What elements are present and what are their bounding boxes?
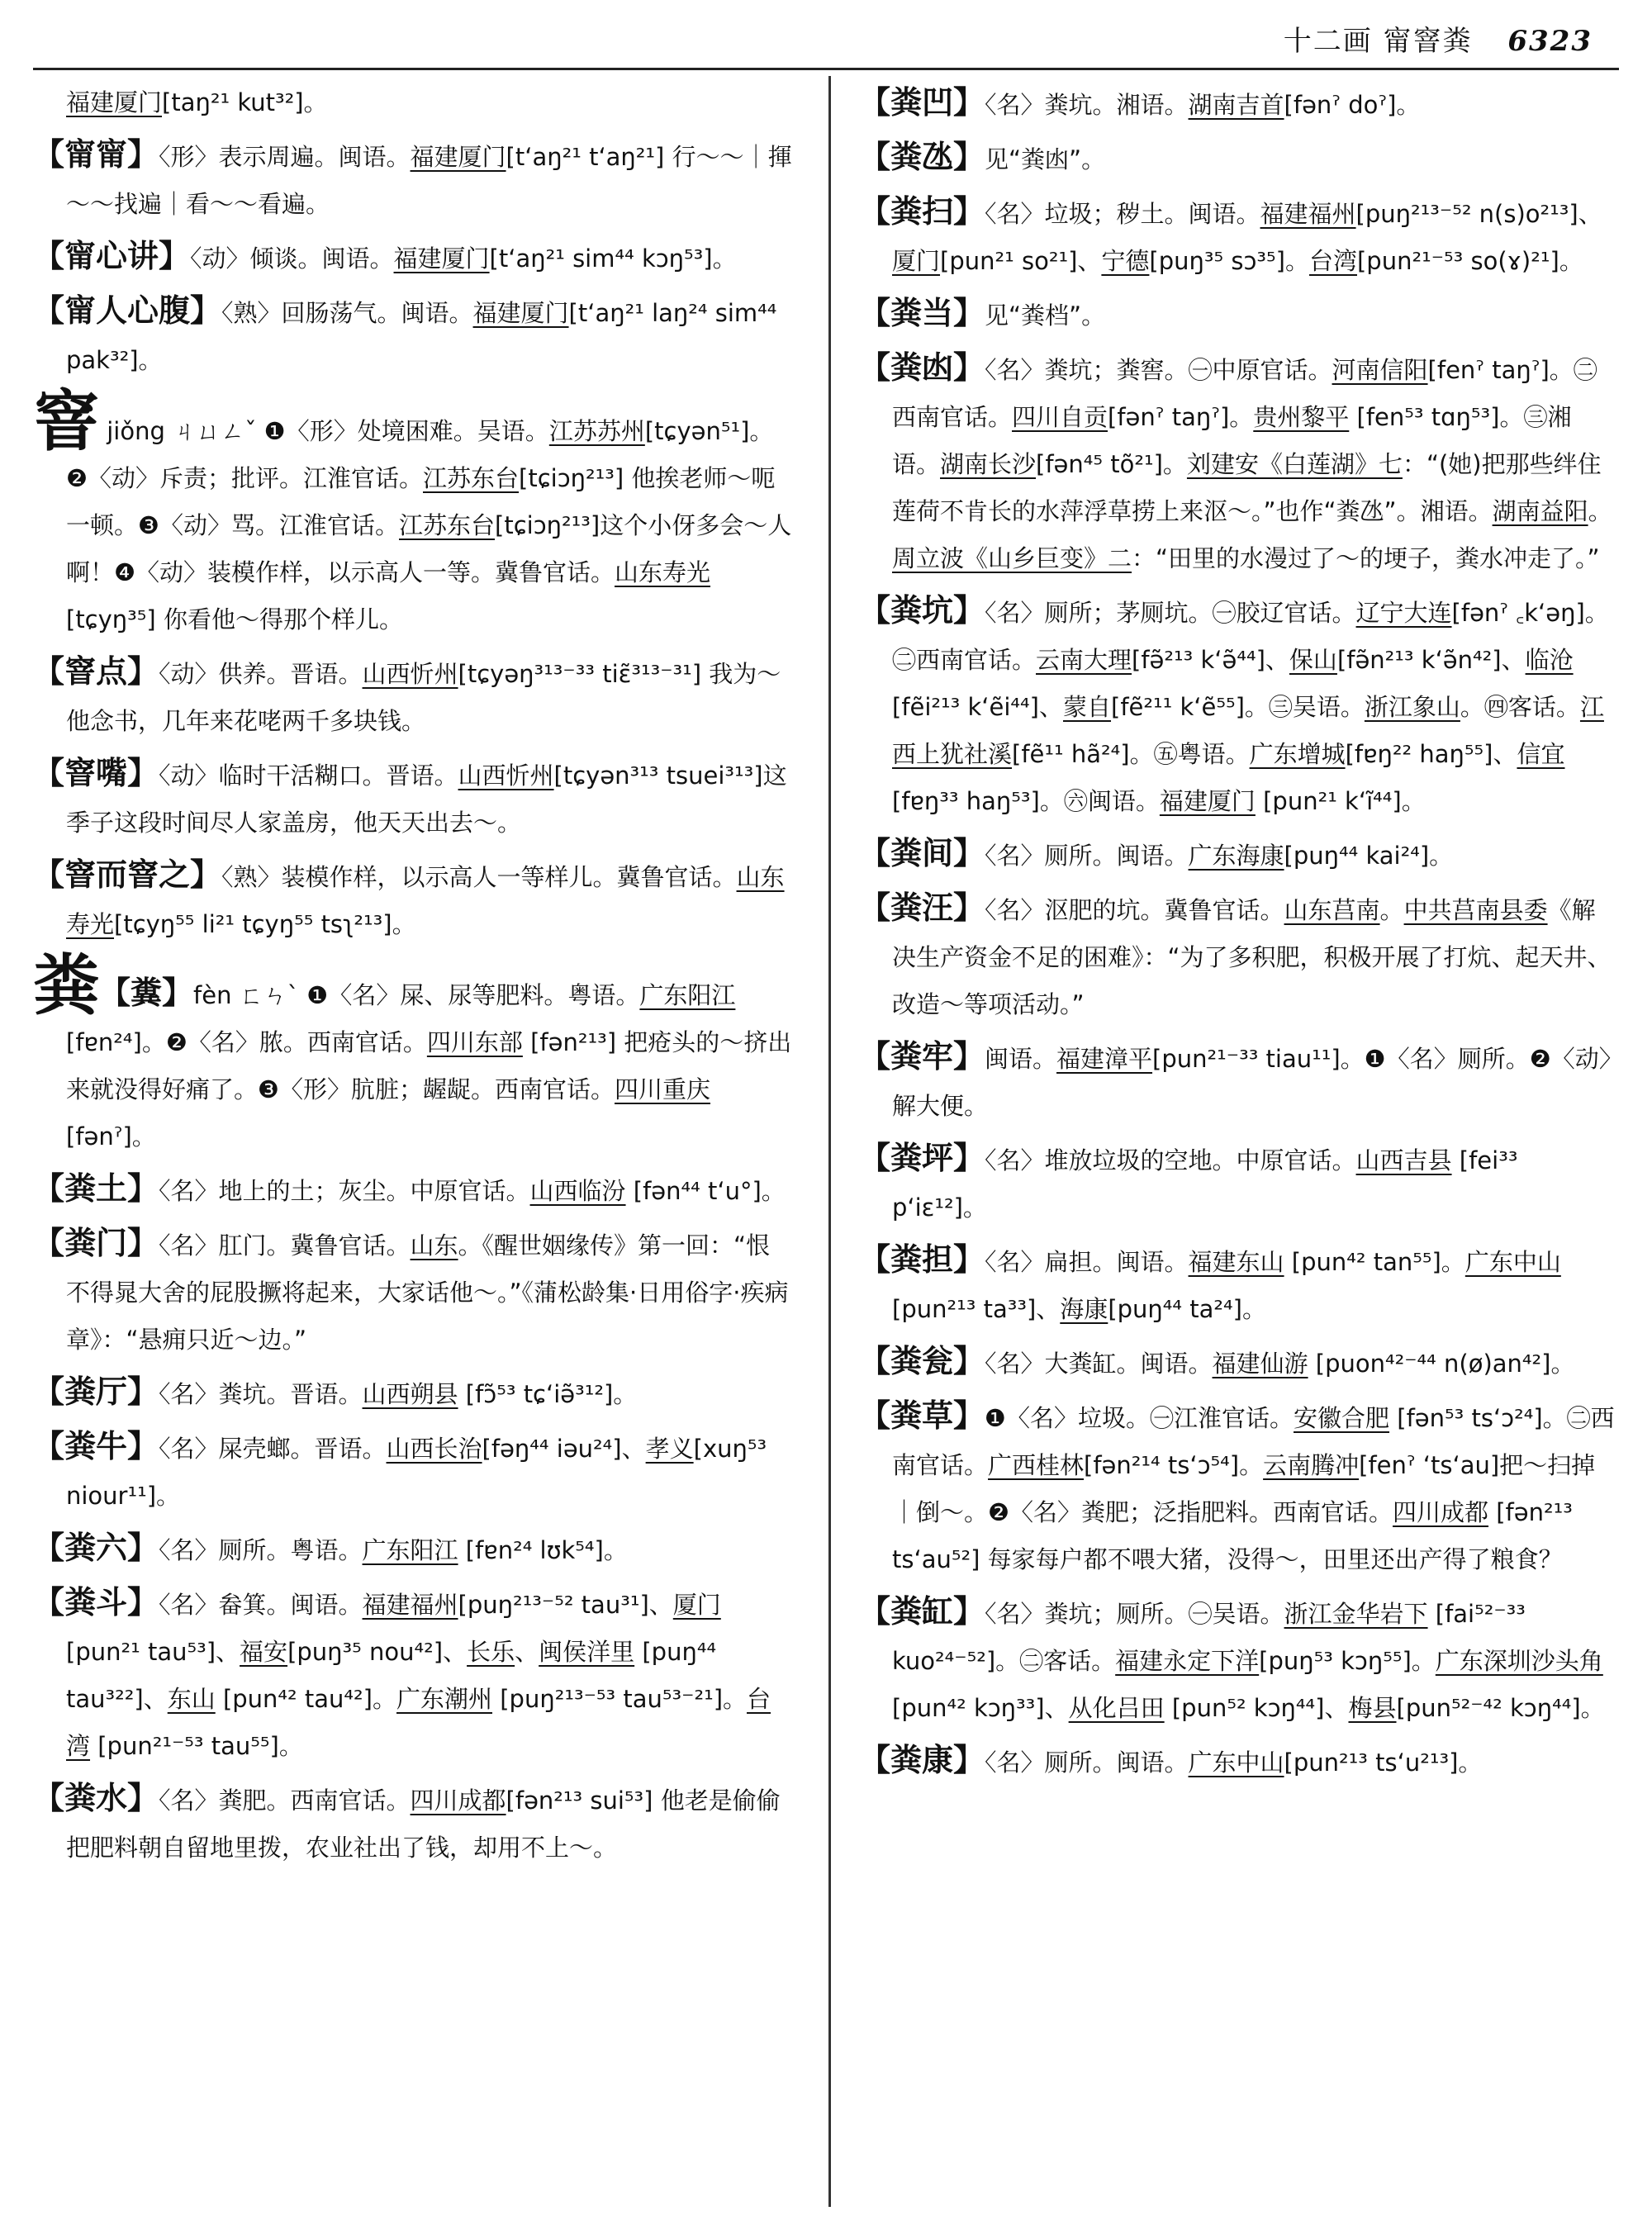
entry-text: 〈名〉堆放垃圾的空地。中原官话。 <box>985 1146 1356 1174</box>
place-name: 福建永定下洋 <box>1115 1647 1260 1675</box>
entry-text: [tʻaŋ²¹ sim⁴⁴ kɔŋ⁵³]。 <box>489 244 737 273</box>
place-name: 孝义 <box>645 1435 694 1463</box>
header-rule <box>33 68 1619 70</box>
place-name: 湖南益阳 <box>1492 497 1588 525</box>
place-name: 山西朔县 <box>362 1380 458 1408</box>
entry-text: jiǒng ㄐㄩㄥˇ ❶〈形〉处境困难。吴语。 <box>99 417 549 445</box>
place-name: 福建厦门 <box>393 244 490 273</box>
entry-text: 〈名〉粪肥。西南官话。 <box>159 1786 411 1815</box>
entry-text: 〈熟〉装模作样，以示高人一等样儿。冀鲁官话。 <box>221 863 737 891</box>
entry-text: [fɐŋ²² haŋ⁵⁵]、 <box>1345 740 1517 768</box>
entry-headword: 【窨嘴】 <box>33 755 159 791</box>
entry-text: [pun²¹³ tsʻu²¹³]。 <box>1284 1748 1483 1777</box>
entry-text: 〈动〉临时干活糊口。晋语。 <box>159 762 458 790</box>
entry-text: [fən²¹³] 把疮头的～挤出来就没得好痛了。❸〈形〉肮脏；龌龊。西南官话。 <box>66 1028 792 1103</box>
place-name: 山西吉县 <box>1355 1146 1452 1174</box>
entry-text: [tɕyəŋ³¹³⁻³³ tiɛ̃³¹³⁻³¹] 我为～他念书，几年来花咾两千多块钱。 <box>66 660 781 735</box>
place-name: 广东中山 <box>1464 1248 1561 1276</box>
place-name: 山东莒南 <box>1284 896 1380 924</box>
place-name: 安徽合肥 <box>1294 1404 1390 1432</box>
entry-text: 〈形〉表示周遍。闽语。 <box>159 143 411 171</box>
entry-text: [fei³³ pʻiɛ¹²]。 <box>892 1146 1518 1222</box>
entry-text: [fən²¹³ tsʻau⁵²] 每家每户都不喂大猪，没得～，田里还出产得了粮食？ <box>892 1498 1573 1573</box>
place-name: 江西上犹社溪 <box>892 693 1604 768</box>
section-title: 十二画 甯窨粪 <box>1283 25 1473 58</box>
place-name: 周立波《山乡巨变》二 <box>892 544 1132 572</box>
entry-text: [fən⁴⁴ tʻu°]。 <box>625 1177 786 1205</box>
dictionary-entry <box>33 947 793 1160</box>
place-name: 广东海康 <box>1188 842 1284 870</box>
place-name: 厦门 <box>672 1591 721 1619</box>
entry-text: [pun⁴² kɔŋ³³]、 <box>892 1694 1069 1722</box>
entry-text: [fə̃²¹³ kʻə̃⁴⁴]、 <box>1132 646 1289 674</box>
entry-text: 、 <box>515 1638 539 1666</box>
entry-text: 〈名〉畚箕。闽语。 <box>159 1591 363 1619</box>
entry-text: 〈名〉厕所；茅厕坑。㊀胶辽官话。 <box>985 599 1356 627</box>
entry-text: [fai⁵²⁻³³ kuo²⁴⁻⁵²]。㊁客话。 <box>892 1600 1526 1675</box>
entry-text: [puŋ⁴⁴ tau³²²]、 <box>66 1638 717 1713</box>
place-name: 长乐 <box>467 1638 515 1666</box>
place-name: 中共莒南县委 <box>1403 896 1548 924</box>
entry-text: ❶〈名〉垃圾。㊀江淮官话。 <box>985 1404 1294 1432</box>
place-name: 四川成都 <box>410 1786 506 1815</box>
entry-text: [fən²¹³ sui⁵³] 他老是偷偷把肥料朝自留地里拨，农业社出了钱，却用不上～。 <box>66 1786 781 1862</box>
place-name: 蒙自 <box>1063 693 1112 721</box>
entry-headword: 粪 <box>33 947 99 1024</box>
dictionary-entry <box>859 1338 1619 1388</box>
place-name: 从化吕田 <box>1068 1694 1165 1722</box>
place-name: 贵州黎平 <box>1253 403 1350 431</box>
place-name: 湖南吉首 <box>1188 91 1284 119</box>
entry-text: [fẽi²¹³ kʻẽi⁴⁴]、 <box>892 693 1063 721</box>
dictionary-entry <box>33 1525 793 1574</box>
place-name: 福建厦门 <box>410 143 506 171</box>
entry-text: [puŋ²¹³⁻⁵² n(s)o²¹³]、 <box>1355 200 1602 228</box>
entry-text: 〈动〉供养。晋语。 <box>159 660 363 688</box>
dictionary-entry <box>859 1135 1619 1231</box>
dictionary-entry <box>859 1393 1619 1583</box>
entry-text: [pun²¹⁻³³ tiau¹¹]。❶〈名〉厕所。❷〈动〉解大便。 <box>892 1045 1612 1120</box>
place-name: 江苏苏州 <box>548 417 645 445</box>
dictionary-entry <box>859 1737 1619 1786</box>
dictionary-entry <box>859 1033 1619 1130</box>
place-name: 福建福州 <box>362 1591 458 1619</box>
entry-headword: 【粪六】 <box>33 1530 159 1566</box>
entry-text: [fən²¹⁴ tsʻɔ⁵⁴]。 <box>1084 1451 1264 1479</box>
entry-headword: 【粪康】 <box>859 1742 985 1778</box>
entry-text: ：“(她)把那些绊住莲荷不肯长的水萍浮草捞上来沤～。”也作“粪氹”。湘语。 <box>892 450 1602 525</box>
place-name: 山西忻州 <box>362 660 458 688</box>
place-name: 海康 <box>1060 1295 1108 1323</box>
entry-text: [fənˀ doˀ]。 <box>1284 91 1421 119</box>
entry-headword: 【粪氹】 <box>859 139 985 175</box>
entry-text: [pun²¹⁻⁵³ tau⁵⁵]。 <box>90 1732 303 1760</box>
entry-text: 闽语。 <box>985 1045 1057 1073</box>
entry-text: 〈名〉肛门。冀鲁官话。 <box>159 1231 411 1260</box>
entry-headword: 【粪牛】 <box>33 1428 159 1464</box>
entry-text: [pun²¹ tau⁵³]、 <box>66 1638 240 1666</box>
entry-text: 〈名〉屎壳螂。晋语。 <box>159 1435 387 1463</box>
entry-text: 〈名〉垃圾；秽土。闽语。 <box>985 200 1260 228</box>
entry-text: [tɕyən⁵¹]。❷〈动〉斥责；批评。江淮官话。 <box>66 417 774 492</box>
entry-text: [fəŋ⁴⁴ iəu²⁴]、 <box>482 1435 646 1463</box>
entry-headword: 【粪间】 <box>859 835 985 871</box>
entry-text: [puŋ²¹³⁻⁵³ tau⁵³⁻²¹]。 <box>492 1685 748 1713</box>
entry-headword: 【粪凹】 <box>859 84 985 121</box>
entry-text: [fẽ¹¹ hã²⁴]。㊄粤语。 <box>1012 740 1250 768</box>
entry-headword: 窨 <box>33 383 99 460</box>
entry-text: [tʻaŋ²¹ laŋ²⁴ sim⁴⁴ pak³²]。 <box>66 299 777 374</box>
entry-headword: 【粪坪】 <box>859 1140 985 1176</box>
entry-text: 〈名〉粪坑。晋语。 <box>159 1380 363 1408</box>
entry-text: [xuŋ⁵³ niour¹¹]。 <box>66 1435 767 1510</box>
place-name: 闽侯洋里 <box>539 1638 635 1666</box>
dictionary-entry <box>33 1423 793 1520</box>
entry-text: 〈名〉粪坑；厕所。㊀吴语。 <box>985 1600 1284 1628</box>
place-name: 四川自贡 <box>1012 403 1108 431</box>
entry-text: [puŋ³⁵ nou⁴²]、 <box>287 1638 468 1666</box>
place-name: 山东 <box>410 1231 458 1260</box>
place-name: 山西忻州 <box>458 762 554 790</box>
dictionary-entry <box>33 383 793 643</box>
place-name: 东山 <box>167 1685 216 1713</box>
entry-text: [taŋ²¹ kut³²]。 <box>162 88 328 116</box>
entry-text: 。㊃客话。 <box>1460 693 1580 721</box>
place-name: 辽宁大连 <box>1355 599 1452 627</box>
entry-text: [fenˀ ʻtsʻau]把～扫掉｜倒～。❷〈名〉粪肥；泛指肥料。西南官话。 <box>892 1451 1596 1526</box>
entry-headword: 【粪斗】 <box>33 1584 159 1620</box>
place-name: 广东阳江 <box>639 981 736 1009</box>
entry-headword: 【粪草】 <box>859 1397 985 1434</box>
place-name: 厦门 <box>892 247 941 275</box>
place-name: 刘建安《白莲湖》七 <box>1186 450 1403 478</box>
place-name: 浙江象山 <box>1364 693 1460 721</box>
place-name: 浙江金华岩下 <box>1284 1600 1428 1628</box>
dictionary-entry <box>859 290 1619 339</box>
place-name: 广东增城 <box>1249 740 1346 768</box>
place-name: 湖南长沙 <box>940 450 1037 478</box>
dictionary-entry <box>33 1369 793 1418</box>
dictionary-entry <box>859 188 1619 285</box>
entry-headword: 【粪瓮】 <box>859 1343 985 1379</box>
entry-text: [puon⁴²⁻⁴⁴ n(ø)an⁴²]。 <box>1308 1350 1575 1378</box>
dictionary-entry <box>33 1775 793 1872</box>
entry-text: ：“田里的水漫过了～的埂子，粪水冲走了。” <box>1132 544 1600 572</box>
entry-text: 〈名〉厕所。闽语。 <box>985 1748 1189 1777</box>
entry-text: 〈名〉扁担。闽语。 <box>985 1248 1189 1276</box>
dictionary-entry <box>859 830 1619 880</box>
place-name: 河南信阳 <box>1332 356 1428 384</box>
place-name: 福建厦门 <box>66 88 163 116</box>
place-name: 四川成都 <box>1393 1498 1489 1526</box>
entry-text: [pun²¹ kʻĩ⁴⁴]。 <box>1255 787 1426 815</box>
entry-headword: 【甯人心腹】 <box>33 292 222 329</box>
place-name: 广东深圳沙头角 <box>1435 1647 1603 1675</box>
entry-text: 。《醒世姻缘传》第一回：“恨不得晁大舍的屁股撅将起来，大家话他～。”《蒲松龄集·日用俗字·疾病章》：“悬痈只近～边。” <box>66 1231 789 1354</box>
left-column <box>33 79 793 1877</box>
place-name: 江苏东台 <box>399 511 496 539</box>
entry-headword: 【粪汪】 <box>859 890 985 926</box>
entry-headword: 【粪水】 <box>33 1780 159 1816</box>
entry-text: [fənˀ ꜀kʻəŋ]。㊁西南官话。 <box>892 599 1609 674</box>
entry-headword: 【粪凼】 <box>859 349 985 386</box>
place-name: 山东寿光 <box>615 558 711 586</box>
entry-headword: 【窨点】 <box>33 653 159 690</box>
dictionary-entry <box>33 750 793 847</box>
entry-text: [pun⁵²⁻⁴² kɔŋ⁴⁴]。 <box>1396 1694 1605 1722</box>
entry-text: 〈名〉地上的土；灰尘。中原官话。 <box>159 1177 530 1205</box>
entry-text: [pun²¹³ ta³³]、 <box>892 1295 1061 1323</box>
entry-text: [fənˀ]。 <box>66 1122 156 1151</box>
entry-text: [pun⁵² kɔŋ⁴⁴]、 <box>1164 1694 1349 1722</box>
place-name: 台湾 <box>1308 247 1357 275</box>
entry-text: [puŋ⁴⁴ ta²⁴]。 <box>1108 1295 1266 1323</box>
entry-text: 〈熟〉回肠荡气。闽语。 <box>221 299 473 327</box>
entry-text: [pun²¹ so²¹]、 <box>940 247 1102 275</box>
place-name: 山东寿光 <box>66 863 785 938</box>
entry-text: [tɕyŋ³⁵] 你看他～得那个样儿。 <box>66 605 403 633</box>
dictionary-entry <box>33 1220 793 1364</box>
place-name: 台湾 <box>66 1685 771 1760</box>
entry-headword: 【粪厅】 <box>33 1374 159 1410</box>
place-name: 江苏东台 <box>423 464 520 492</box>
entry-headword: 【粪门】 <box>33 1225 159 1261</box>
entry-text: [fən⁵³ tsʻɔ²⁴]。㊁西南官话。 <box>892 1404 1615 1479</box>
entry-text: [fẽ²¹¹ kʻẽ⁵⁵]。㊂吴语。 <box>1111 693 1365 721</box>
entry-headword: 【粪坑】 <box>859 592 985 629</box>
place-name: 四川东部 <box>426 1028 523 1056</box>
place-name: 山西临汾 <box>529 1177 626 1205</box>
entry-text: 。 <box>1379 896 1404 924</box>
place-name: 宁德 <box>1101 247 1150 275</box>
place-name: 广西桂林 <box>988 1451 1085 1479</box>
place-name: 临沧 <box>1525 646 1574 674</box>
entry-text: [puŋ³⁵ sɔ³⁵]。 <box>1149 247 1309 275</box>
entry-headword: 【粪担】 <box>859 1241 985 1278</box>
place-name: 云南大理 <box>1036 646 1132 674</box>
entry-headword: 【粪土】 <box>33 1170 159 1207</box>
dictionary-entry <box>859 1236 1619 1333</box>
entry-text: 《解决生产资金不足的困难》：“为了多积肥，积极开展了打炕、起天井、改造～等项活动。” <box>892 896 1612 1018</box>
entry-text: [fɔ̃⁵³ tɕʻiə̃³¹²]。 <box>458 1380 638 1408</box>
entry-text: [fən⁴⁵ tõ²¹]。 <box>1036 450 1187 478</box>
entry-headword: 【粪当】 <box>859 295 985 331</box>
dictionary-entry <box>859 134 1619 183</box>
entry-text: 〈名〉粪坑。湘语。 <box>985 91 1189 119</box>
entry-text: [pun⁴² tan⁵⁵]。 <box>1284 1248 1465 1276</box>
entry-text: [fenˀ taŋˀ]。㊁西南官话。 <box>892 356 1597 431</box>
dictionary-entry <box>33 1165 793 1215</box>
entry-text: 。 <box>1588 497 1612 525</box>
dictionary-entry <box>859 344 1619 582</box>
entry-headword: 【甯心讲】 <box>33 238 191 274</box>
entry-headword: 【甯甯】 <box>33 136 159 173</box>
entry-text: 〈名〉厕所。闽语。 <box>985 842 1189 870</box>
entry-text: 〈动〉倾谈。闽语。 <box>190 244 394 273</box>
dictionary-entry <box>33 79 793 126</box>
entry-text: 见“粪档”。 <box>985 301 1106 330</box>
place-name: 广东中山 <box>1188 1748 1284 1777</box>
place-name: 保山 <box>1289 646 1337 674</box>
entry-headword: 【窨而窨之】 <box>33 856 222 893</box>
entry-text: [puŋ²¹³⁻⁵² tau³¹]、 <box>458 1591 673 1619</box>
page-number: 6323 <box>1507 25 1593 58</box>
dictionary-entry <box>33 852 793 948</box>
entry-text: [fɐn²⁴ lʊk⁵⁴]。 <box>458 1536 628 1564</box>
place-name: 广东潮州 <box>396 1685 493 1713</box>
place-name: 福安 <box>240 1638 288 1666</box>
column-divider <box>828 76 831 2207</box>
entry-text: [tɕyŋ⁵⁵ li²¹ tɕyŋ⁵⁵ tsʅ²¹³]。 <box>114 910 416 938</box>
entry-text: [fənˀ taŋˀ]。 <box>1108 403 1254 431</box>
place-name: 信宜 <box>1517 740 1565 768</box>
entry-headword: 【粪牢】 <box>859 1038 985 1075</box>
place-name: 梅县 <box>1348 1694 1397 1722</box>
place-name: 福建漳平 <box>1056 1045 1153 1073</box>
dictionary-entry <box>33 1579 793 1770</box>
entry-text: [pun⁴² tau⁴²]。 <box>215 1685 396 1713</box>
entry-text: 〈名〉沤肥的坑。冀鲁官话。 <box>985 896 1284 924</box>
entry-text: [tʻaŋ²¹ tʻaŋ²¹] 行～～｜揮～～找遍｜看～～看遍。 <box>66 143 792 218</box>
entry-headword: 【糞】 <box>99 975 194 1011</box>
dictionary-entry <box>859 885 1619 1028</box>
entry-headword: 【粪缸】 <box>859 1593 985 1630</box>
place-name: 福建东山 <box>1188 1248 1284 1276</box>
entry-text: [puŋ⁴⁴ kai²⁴]。 <box>1284 842 1454 870</box>
entry-text: [pun²¹⁻⁵³ so(ɤ)²¹]。 <box>1356 247 1583 275</box>
entry-text: [tɕiɔŋ²¹³] 他挨老师～呃一顿。❸〈动〉骂。江淮官话。 <box>66 464 776 539</box>
place-name: 福建仙游 <box>1212 1350 1308 1378</box>
dictionary-entry <box>33 648 793 745</box>
page-header <box>1284 18 1593 59</box>
entry-headword: 【粪扫】 <box>859 193 985 230</box>
place-name: 广东阳江 <box>362 1536 458 1564</box>
place-name: 福建厦门 <box>472 299 569 327</box>
entry-text: [fɐŋ³³ haŋ⁵³]。㊅闽语。 <box>892 787 1160 815</box>
entry-text: [fɐn²⁴]。❷〈名〉脓。西南官话。 <box>66 1028 427 1056</box>
dictionary-entry <box>33 131 793 228</box>
entry-text: [puŋ⁵³ kɔŋ⁵⁵]。 <box>1259 1647 1436 1675</box>
dictionary-entry <box>859 1588 1619 1732</box>
dictionary-entry <box>33 233 793 282</box>
entry-text: fèn ㄈㄣˋ ❶〈名〉屎、尿等肥料。粤语。 <box>193 981 640 1009</box>
place-name: 福建福州 <box>1260 200 1356 228</box>
place-name: 云南腾冲 <box>1263 1451 1360 1479</box>
place-name: 福建厦门 <box>1159 787 1256 815</box>
dictionary-entry <box>33 287 793 384</box>
entry-text: [tɕiɔŋ²¹³]这个小伢多会～人啊！❹〈动〉装模作样，以示高人一等。冀鲁官话。 <box>66 511 792 586</box>
entry-text: [fen⁵³ tɑŋ⁵³]。㊂湘语。 <box>892 403 1572 478</box>
place-name: 山西长治 <box>386 1435 482 1463</box>
entry-text: 〈名〉粪坑；粪窖。㊀中原官话。 <box>985 356 1332 384</box>
right-column <box>859 79 1619 1791</box>
entry-text: [fə̃n²¹³ kʻə̃n⁴²]、 <box>1336 646 1526 674</box>
entry-text: [tɕyən³¹³ tsuei³¹³]这季子这段时间尽人家盖房，他天天出去～。 <box>66 762 787 837</box>
entry-text: 见“粪凼”。 <box>985 145 1106 173</box>
dictionary-entry <box>859 79 1619 129</box>
entry-text: 〈名〉厕所。粤语。 <box>159 1536 363 1564</box>
dictionary-entry <box>859 587 1619 825</box>
place-name: 四川重庆 <box>615 1075 711 1103</box>
entry-text: 〈名〉大粪缸。闽语。 <box>985 1350 1213 1378</box>
